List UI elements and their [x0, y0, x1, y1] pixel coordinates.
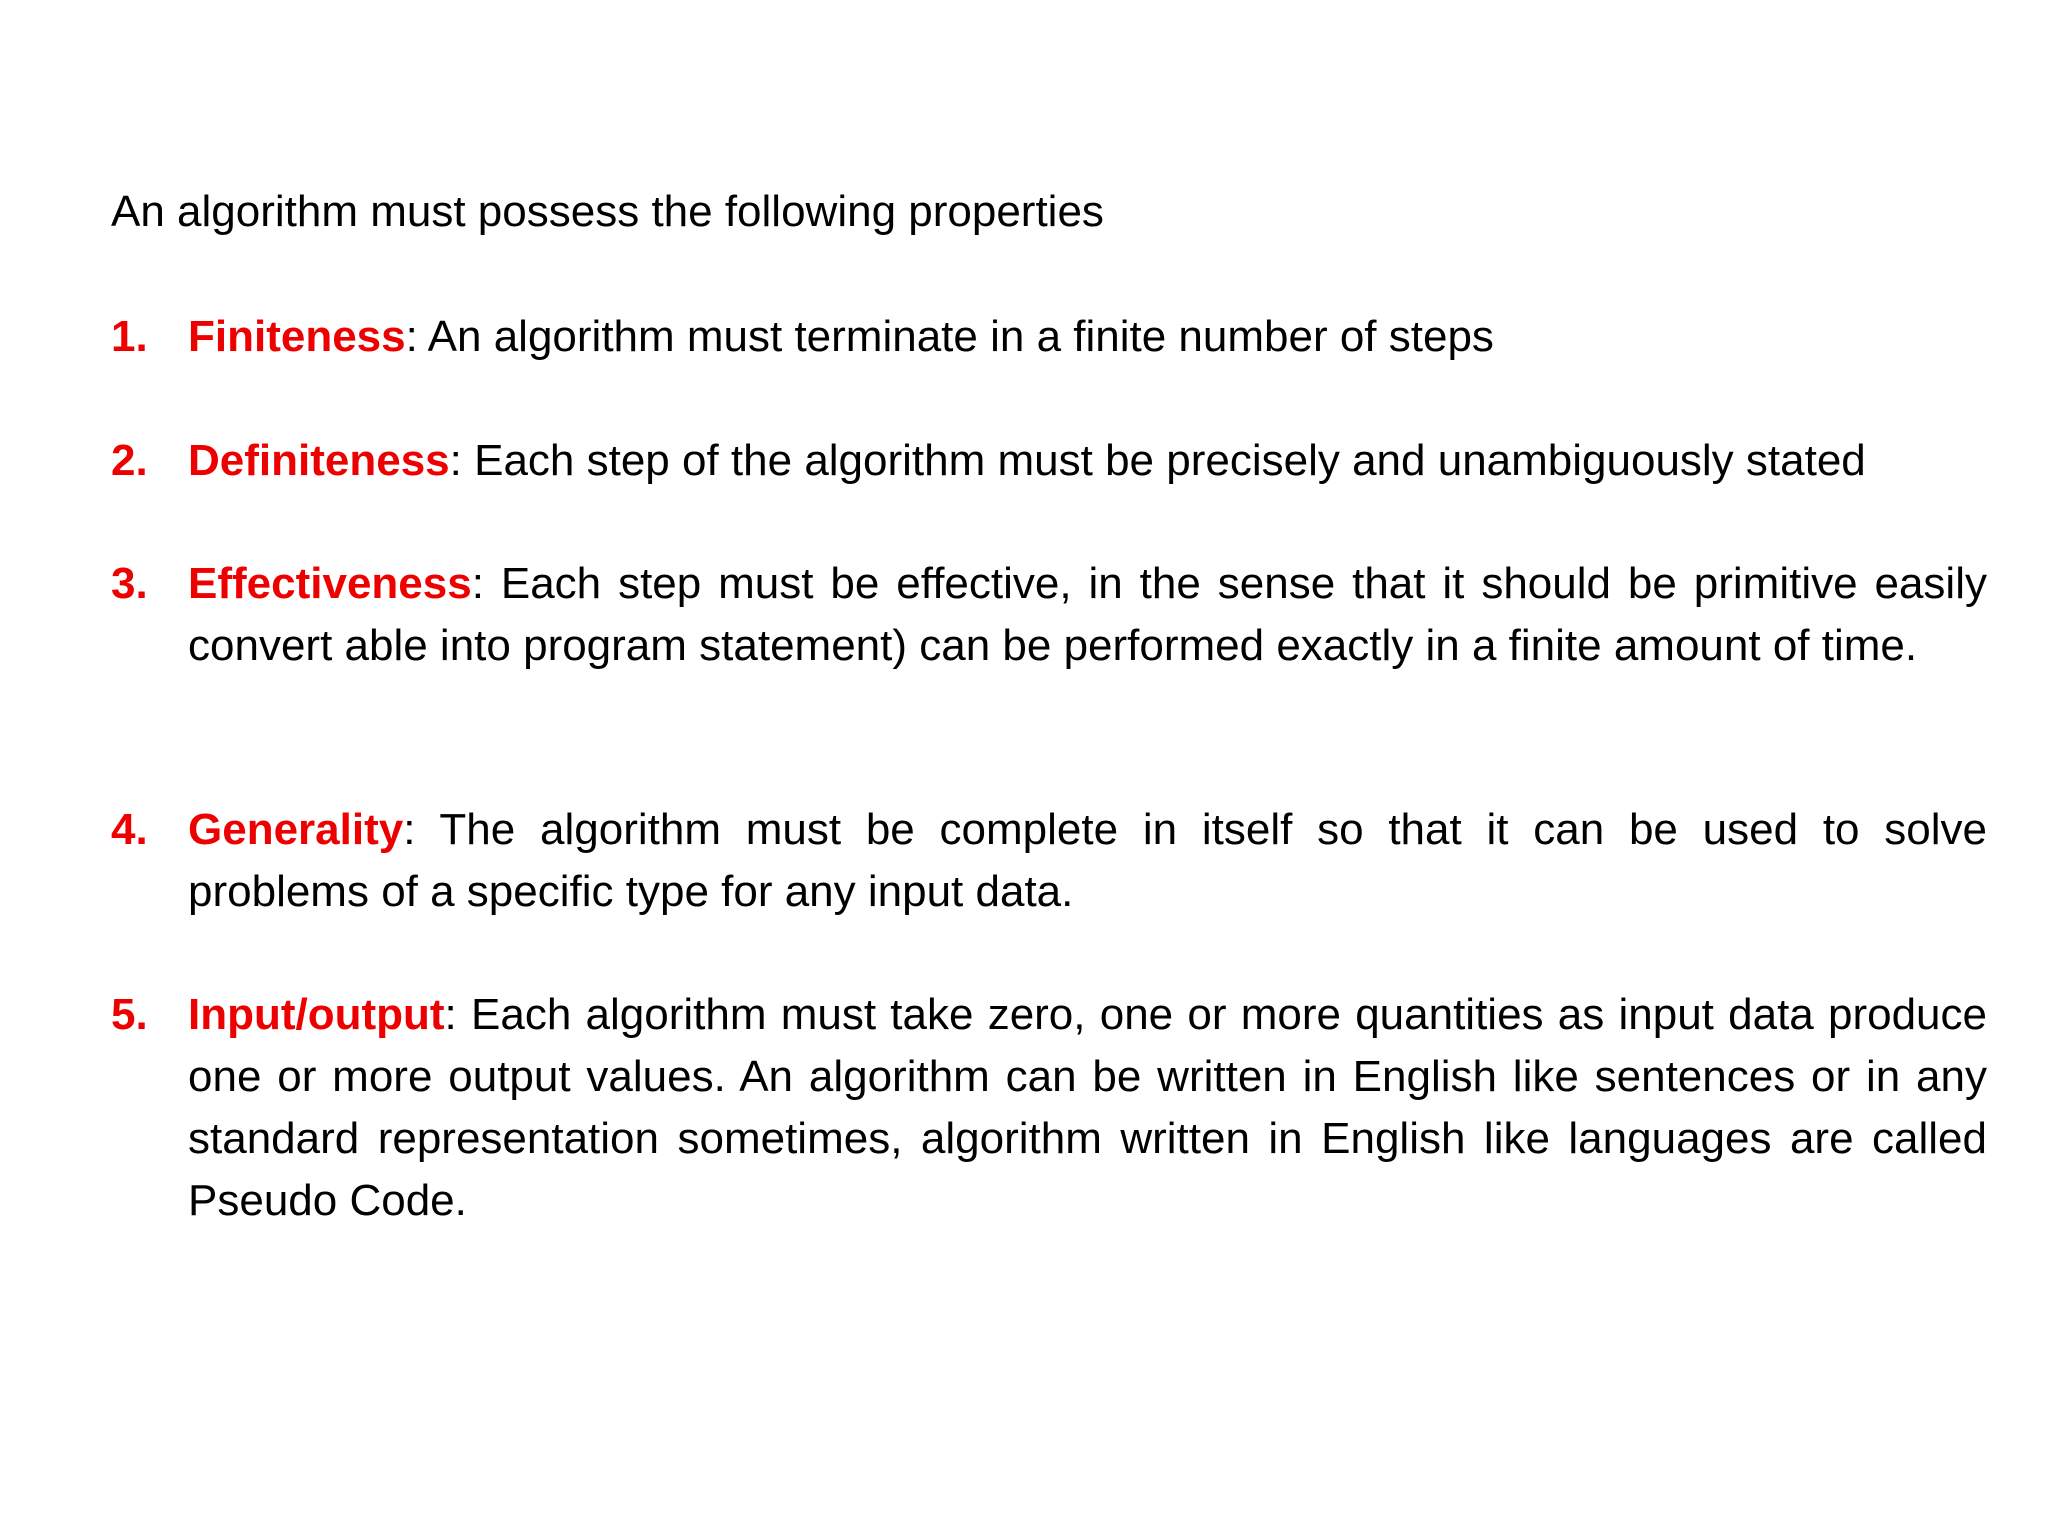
property-term: Effectiveness	[188, 559, 472, 608]
property-description: The algorithm must be complete in itself so that it can be used to solve problems of a specific type for any input data.	[188, 805, 1987, 916]
property-term: Definiteness	[188, 436, 450, 485]
property-number: 4.	[111, 805, 148, 854]
property-item-finiteness	[111, 306, 1987, 368]
intro-text: An algorithm must possess the following properties	[111, 187, 1104, 236]
property-description: An algorithm must terminate in a finite number of steps	[417, 312, 1494, 361]
property-item-effectiveness	[111, 553, 1987, 677]
property-separator: :	[449, 436, 462, 485]
property-body	[188, 306, 1987, 368]
property-description: Each step of the algorithm must be precisely and unambiguously stated	[461, 436, 1866, 485]
property-separator: :	[444, 990, 457, 1039]
property-separator: :	[405, 312, 418, 361]
property-item-generality	[111, 799, 1987, 923]
property-term: Finiteness	[188, 312, 406, 361]
property-body	[188, 799, 1987, 923]
property-item-definiteness	[111, 430, 1987, 492]
property-item-input-output	[111, 984, 1987, 1232]
property-separator: :	[471, 559, 484, 608]
property-description: Each algorithm must take zero, one or more quantities as input data produce one or more output values. An algorithm can be written in English like sentences or in any standard representation sometimes, algorithm written in English like languages are called Pseudo Code.	[188, 990, 1987, 1225]
property-body	[188, 553, 1987, 677]
property-number: 5.	[111, 990, 148, 1039]
property-description: Each step must be effective, in the sense that it should be primitive easily convert able into program statement) can be performed exactly in a finite amount of time.	[188, 559, 1987, 670]
property-number: 1.	[111, 312, 148, 361]
property-number: 2.	[111, 436, 148, 485]
property-separator: :	[403, 805, 416, 854]
property-number: 3.	[111, 559, 148, 608]
property-body	[188, 984, 1987, 1232]
property-body	[188, 430, 1987, 492]
property-term: Generality	[188, 805, 404, 854]
property-term: Input/output	[188, 990, 445, 1039]
